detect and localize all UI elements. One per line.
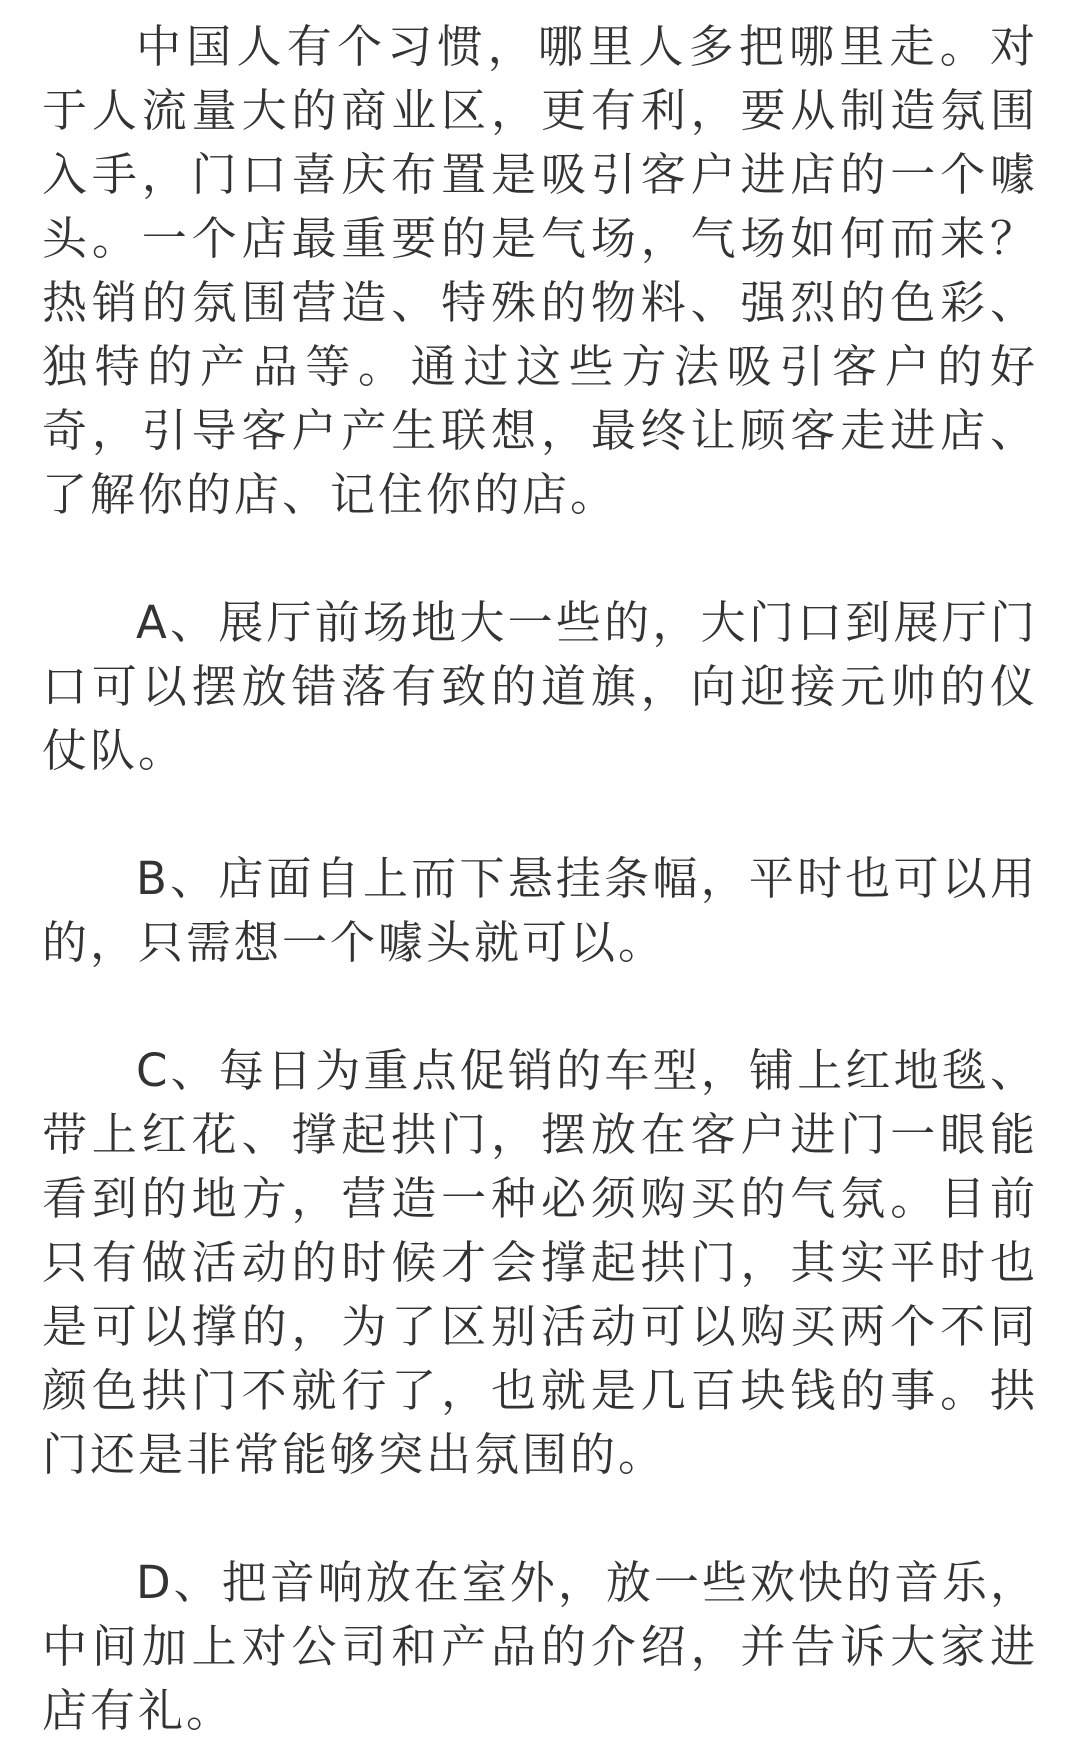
intro-paragraph: 中国人有个习惯，哪里人多把哪里走。对于人流量大的商业区，更有利，要从制造氛围入手，门口喜庆布置是吸引客户进店的一个噱头。一个店最重要的是气场，气场如何而来？热销的氛围营造、特殊的物料、强烈的色彩、独特的产品等。通过这些方法吸引客户的好奇，引导客户产生联想，最终让顾客走进店、了解你的店、记住你的店。	[42, 20, 1038, 521]
paragraph-c: C、每日为重点促销的车型，铺上红地毯、带上红花、撑起拱门，摆放在客户进门一眼能看到的地方，营造一种必须购买的气氛。目前只有做活动的时候才会撑起拱门，其实平时也是可以撑的，为了区别活动可以购买两个不同颜色拱门不就行了，也就是几百块钱的事。拱门还是非常能够突出氛围的。	[42, 1044, 1038, 1481]
paragraph-b: B、店面自上而下悬挂条幅，平时也可以用的，只需想一个噱头就可以。	[42, 852, 1038, 969]
paragraph-d: D、把音响放在室外，放一些欢快的音乐，中间加上对公司和产品的介绍，并告诉大家进店有礼。	[42, 1556, 1038, 1737]
paragraph-a: A、展厅前场地大一些的，大门口到展厅门口可以摆放错落有致的道旗，向迎接元帅的仪仗队。	[42, 596, 1038, 777]
